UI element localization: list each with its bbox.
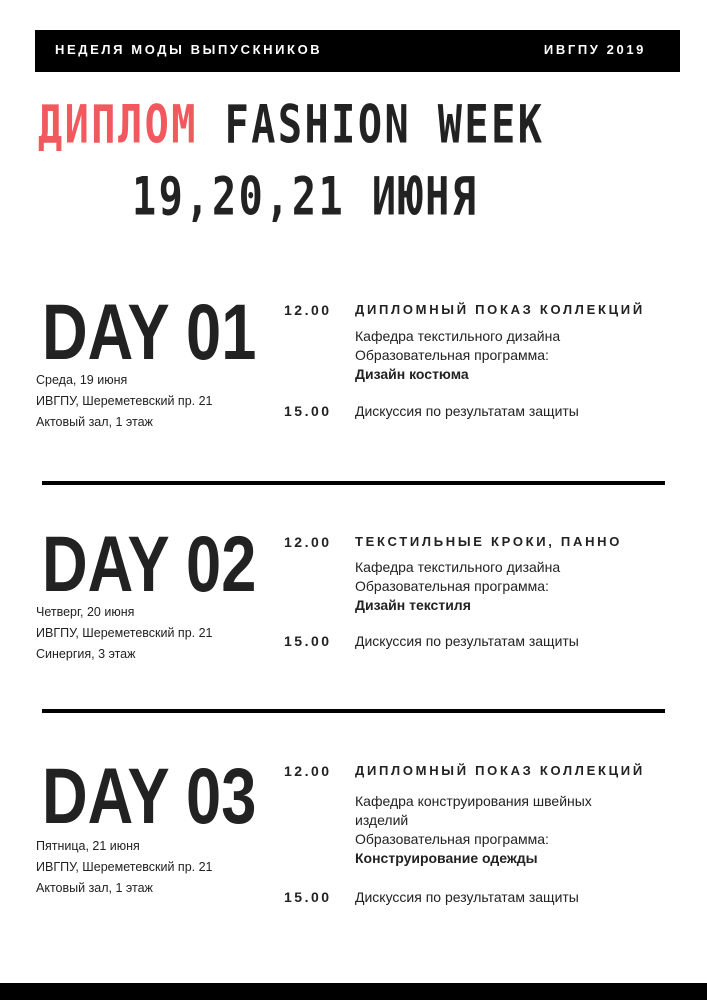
day-room: Актовый зал, 1 этаж <box>36 881 153 895</box>
header-bar <box>35 30 680 72</box>
day-room: Актовый зал, 1 этаж <box>36 415 153 429</box>
title-accent: ДИПЛОМ <box>38 94 198 156</box>
event-time: 12.00 <box>284 302 332 318</box>
header-left-text: НЕДЕЛЯ МОДЫ ВЫПУСКНИКОВ <box>55 42 323 57</box>
department: Кафедра текстильного дизайна <box>355 328 561 344</box>
discussion-text: Дискуссия по результатам защиты <box>355 889 579 905</box>
day-title: DAY 01 <box>42 287 257 376</box>
event-title: ДИПЛОМНЫЙ ПОКАЗ КОЛЛЕКЦИЙ <box>355 763 645 778</box>
title-rest: FASHION WEEK <box>224 94 545 156</box>
program-label: Образовательная программа: <box>355 831 549 847</box>
page-title <box>38 94 563 156</box>
divider <box>42 709 665 713</box>
event-time: 12.00 <box>284 534 332 550</box>
day-meta <box>36 370 213 433</box>
day-meta <box>36 602 213 665</box>
discussion-time: 15.00 <box>284 403 332 419</box>
day-room: Синергия, 3 этаж <box>36 647 136 661</box>
program-name: Дизайн текстиля <box>355 597 471 613</box>
discussion-time: 15.00 <box>284 889 332 905</box>
header-right-text: ИВГПУ 2019 <box>543 42 646 57</box>
event-description <box>355 558 635 615</box>
divider <box>42 481 665 485</box>
event-dates: 19,20,21 ИЮНЯ <box>132 166 479 228</box>
discussion-time: 15.00 <box>284 633 332 649</box>
day-date: Пятница, 21 июня <box>36 839 140 853</box>
day-title: DAY 03 <box>42 751 257 840</box>
program-label: Образовательная программа: <box>355 578 549 594</box>
event-title: ТЕКСТИЛЬНЫЕ КРОКИ, ПАННО <box>355 534 623 549</box>
day-date: Среда, 19 июня <box>36 373 128 387</box>
day-date: Четверг, 20 июня <box>36 605 135 619</box>
event-time: 12.00 <box>284 763 332 779</box>
department: Кафедра конструирования швейных изделий <box>355 793 592 828</box>
program-name: Конструирование одежды <box>355 850 538 866</box>
day-title: DAY 02 <box>42 519 257 608</box>
day-address: ИВГПУ, Шереметевский пр. 21 <box>36 626 213 640</box>
event-description <box>355 327 635 384</box>
event-description <box>355 792 625 868</box>
day-address: ИВГПУ, Шереметевский пр. 21 <box>36 394 213 408</box>
discussion-text: Дискуссия по результатам защиты <box>355 633 579 649</box>
discussion-text: Дискуссия по результатам защиты <box>355 403 579 419</box>
day-address: ИВГПУ, Шереметевский пр. 21 <box>36 860 213 874</box>
program-label: Образовательная программа: <box>355 347 549 363</box>
day-meta <box>36 836 213 899</box>
footer-bar <box>0 983 707 1000</box>
event-title: ДИПЛОМНЫЙ ПОКАЗ КОЛЛЕКЦИЙ <box>355 302 645 317</box>
program-name: Дизайн костюма <box>355 366 469 382</box>
department: Кафедра текстильного дизайна <box>355 559 561 575</box>
